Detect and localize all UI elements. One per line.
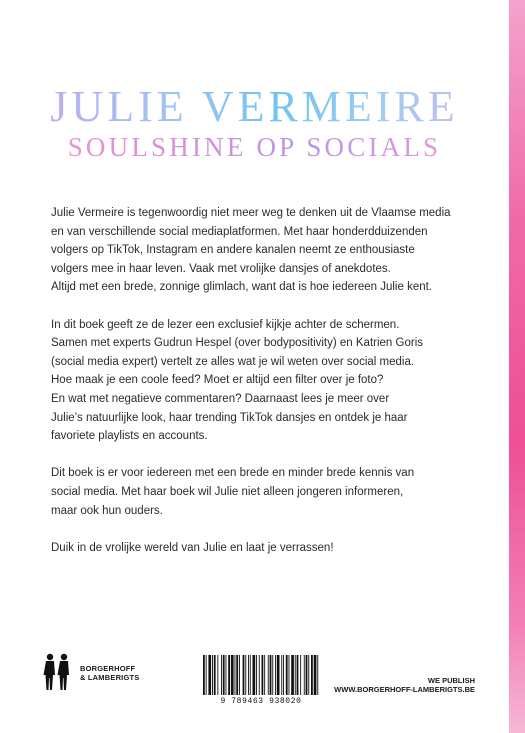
blurb-line: en van verschillende social mediaplatformen. Met haar honderdduizenden — [51, 225, 428, 238]
publisher-website-block — [334, 676, 475, 694]
blurb-line: (social media expert) vertelt ze alles wat je wil weten over social media. — [51, 355, 415, 368]
blurb-line: social media. Met haar boek wil Julie niet alleen jongeren informeren, — [51, 485, 404, 498]
barcode-bars — [203, 655, 319, 697]
blurb-line: favoriete playlists en accounts. — [51, 430, 208, 443]
blurb-line: Altijd met een brede, zonnige glimlach, want dat is hoe iedereen Julie kent. — [51, 281, 433, 294]
blurb-paragraph-2 — [51, 316, 471, 446]
blurb-line: In dit boek geeft ze de lezer een exclusief kijkje achter de schermen. — [51, 318, 400, 331]
blurb-line: Dit boek is er voor iedereen met een brede en minder brede kennis van — [51, 467, 415, 480]
publisher-website: WWW.BORGERHOFF-LAMBERIGTS.BE — [334, 685, 475, 694]
barcode — [198, 652, 324, 710]
publisher-tagline: WE PUBLISH — [427, 676, 475, 685]
blurb-line: Samen met experts Gudrun Hespel (over bodypositivity) en Katrien Goris — [51, 337, 423, 350]
blurb-line: volgers mee in haar leven. Vaak met vrolijke dansjes of anekdotes. — [51, 262, 391, 275]
publisher-name-line-1: BORGERHOFF — [80, 664, 136, 673]
blurb-paragraph-4 — [51, 539, 471, 558]
publisher-figures-logo-icon — [42, 652, 72, 692]
blurb-line: Hoe maak je een coole feed? Moet er altijd een filter over je foto? — [51, 374, 384, 387]
blurb-line: Julie Vermeire is tegenwoordig niet meer weg te denken uit de Vlaamse media — [51, 207, 451, 219]
blurb-paragraph-1 — [51, 204, 471, 297]
book-spine — [509, 0, 525, 733]
isbn-digits: 9 789463 938020 — [220, 697, 302, 706]
blurb-line: volgers op TikTok, Instagram en andere kanalen neemt ze enthousiaste — [51, 244, 415, 257]
blurb-line: Julie’s natuurlijke look, haar trending TikTok dansjes en ontdek je haar — [51, 411, 408, 424]
publisher-name-line-2: & LAMBERIGTS — [80, 673, 140, 682]
blurb — [51, 204, 471, 576]
publisher-name — [80, 664, 139, 682]
book-title: JULIE VERMEIRE — [0, 84, 509, 130]
blurb-paragraph-3 — [51, 464, 471, 520]
blurb-line: maar ook hun ouders. — [51, 504, 163, 517]
blurb-line: En wat met negatieve commentaren? Daarnaast lees je meer over — [51, 392, 390, 405]
blurb-line: Duik in de vrolijke wereld van Julie en laat je verrassen! — [51, 541, 334, 554]
book-subtitle: SOULSHINE OP SOCIALS — [0, 132, 509, 162]
